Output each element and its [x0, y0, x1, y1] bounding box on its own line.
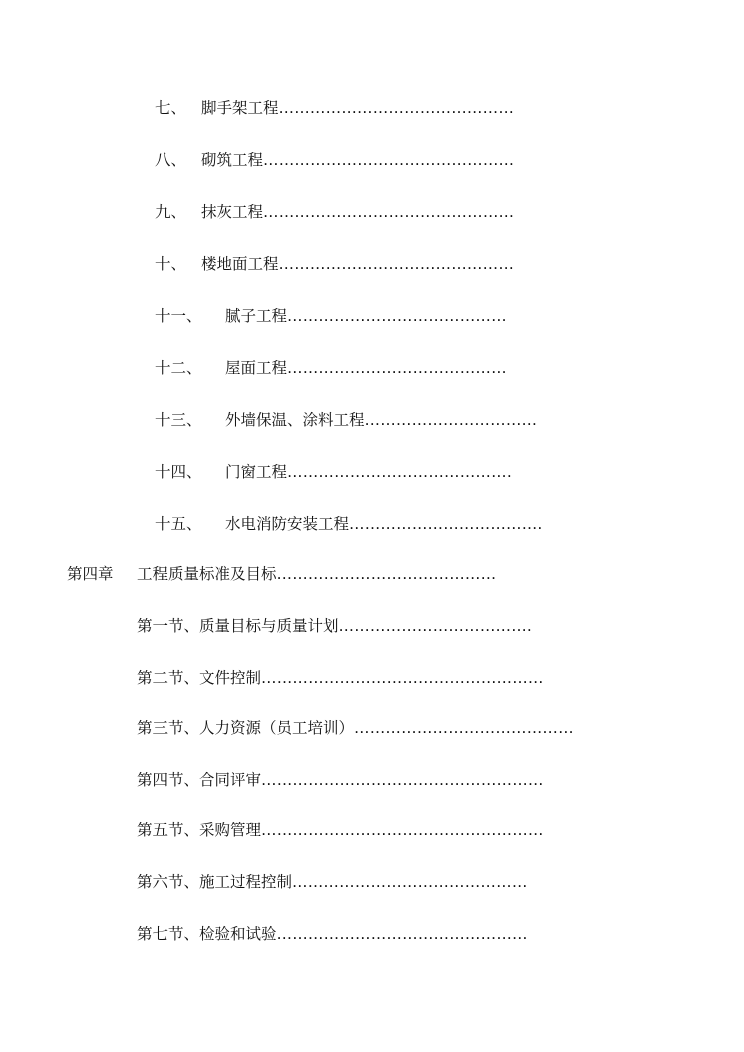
toc-entry-number: 八、	[155, 151, 187, 169]
toc-entry-title: 水电消防安装工程	[225, 515, 350, 533]
toc-leader-dots: ………………………………………………	[261, 771, 544, 789]
toc-leader-dots: ……………………………………	[287, 307, 507, 325]
toc-chapter-number: 第四章	[67, 565, 114, 583]
toc-entry-flooring	[155, 252, 587, 276]
toc-entry-putty	[155, 304, 577, 328]
toc-section-human-resources	[137, 716, 595, 740]
toc-leader-dots: …………………………………….	[287, 463, 512, 481]
toc-leader-dots: …………………………………………	[263, 203, 515, 221]
toc-entry-title: 腻子工程	[225, 307, 288, 325]
toc-entry-title: 外墙保温、涂料工程	[225, 411, 365, 429]
toc-section-procurement	[137, 818, 577, 842]
toc-entry-roofing	[155, 356, 577, 380]
toc-entry-number: 十二、	[155, 359, 202, 377]
toc-chapter-title: 工程质量标准及目标	[137, 565, 277, 583]
toc-section-quality-plan	[137, 614, 583, 638]
toc-entry-title: 质量目标与质量计划	[199, 617, 339, 635]
toc-leader-dots: ……………………………	[364, 411, 538, 429]
toc-entry-title: 门窗工程	[225, 463, 288, 481]
toc-entry-number: 十一、	[155, 307, 202, 325]
toc-entry-title: 施工过程控制	[199, 873, 293, 891]
toc-entry-number: 十四、	[155, 463, 202, 481]
toc-entry-title: 楼地面工程	[201, 255, 279, 273]
toc-entry-title: 检验和试验	[199, 925, 277, 943]
toc-entry-plastering	[155, 200, 587, 224]
toc-entry-number: 第四节、	[137, 771, 200, 789]
toc-section-inspection-testing	[137, 922, 577, 946]
toc-entry-number: 十三、	[155, 411, 202, 429]
toc-entry-number: 十、	[155, 255, 187, 273]
toc-entry-title: 脚手架工程	[201, 99, 279, 117]
toc-leader-dots: …………………………………………	[263, 151, 515, 169]
toc-entry-title: 砌筑工程	[201, 151, 264, 169]
toc-entry-title: 屋面工程	[225, 359, 288, 377]
toc-entry-masonry	[155, 148, 587, 172]
toc-chapter-four	[67, 562, 577, 586]
toc-leader-dots: ……………………………………	[276, 565, 497, 583]
toc-entry-title: 人力资源（员工培训）	[199, 719, 355, 737]
toc-entry-exterior-insulation	[155, 408, 595, 432]
toc-leader-dots: ………………………………………………	[261, 821, 544, 839]
toc-section-document-control	[137, 666, 577, 690]
toc-entry-number: 第六节、	[137, 873, 200, 891]
toc-leader-dots: ……………………………………	[354, 719, 574, 737]
toc-leader-dots: ……………………………….	[349, 515, 543, 533]
toc-entry-title: 抹灰工程	[201, 203, 264, 221]
toc-leader-dots: ……………………………….	[338, 617, 533, 635]
toc-leader-dots: ………………………………………	[278, 255, 515, 273]
toc-leader-dots: ………………………………………	[292, 873, 528, 891]
toc-entry-number: 十五、	[155, 515, 202, 533]
toc-entry-number: 第二节、	[137, 669, 200, 687]
toc-entry-number: 九、	[155, 203, 187, 221]
toc-leader-dots: ……………………………………	[287, 359, 507, 377]
toc-leader-dots: …………………………………………	[276, 925, 528, 943]
toc-entry-title: 合同评审	[199, 771, 262, 789]
toc-leader-dots: ………………………………………………	[261, 669, 544, 687]
toc-entry-scaffolding	[155, 96, 587, 120]
toc-entry-title: 采购管理	[199, 821, 262, 839]
toc-section-process-control	[137, 870, 577, 894]
toc-section-contract-review	[137, 768, 577, 792]
toc-leader-dots: ………………………………………	[278, 99, 515, 117]
toc-entry-number: 第三节、	[137, 719, 200, 737]
toc-entry-number: 第一节、	[137, 617, 200, 635]
toc-entry-number: 第七节、	[137, 925, 200, 943]
toc-entry-number: 七、	[155, 99, 187, 117]
toc-entry-mep-installation	[155, 512, 583, 536]
toc-entry-number: 第五节、	[137, 821, 200, 839]
toc-entry-title: 文件控制	[199, 669, 262, 687]
toc-entry-doors-windows	[155, 460, 583, 484]
